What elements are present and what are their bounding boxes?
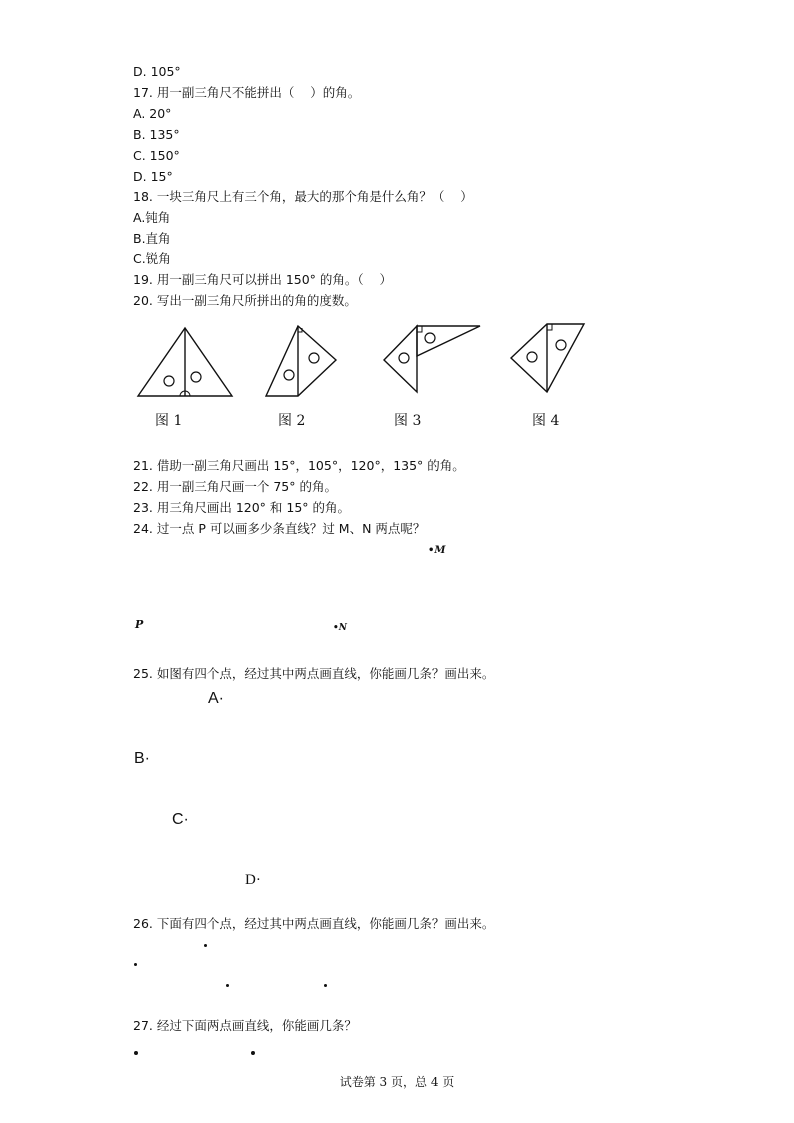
triangle-figure-3 xyxy=(380,320,485,400)
q22-stem: 22. 用一副三角尺画一个 75° 的角。 xyxy=(133,479,337,494)
q26-point-2 xyxy=(134,963,137,966)
q16-option-d: D. 105° xyxy=(133,64,181,79)
q18-option-c: C.锐角 xyxy=(133,251,171,266)
q25-stem: 25. 如图有四个点，经过其中两点画直线，你能画几条？画出来。 xyxy=(133,666,495,681)
point-d: D· xyxy=(245,872,261,888)
point-p: P xyxy=(135,618,144,631)
q18-option-a: A.钝角 xyxy=(133,210,171,225)
q17-option-a: A. 20° xyxy=(133,106,172,121)
q27-stem: 27. 经过下面两点画直线，你能画几条？ xyxy=(133,1018,357,1033)
q23-stem: 23. 用三角尺画出 120° 和 15° 的角。 xyxy=(133,500,351,515)
triangle-figure-2 xyxy=(260,320,340,400)
triangle-figure-4 xyxy=(505,318,590,398)
q18-stem: 18. 一块三角尺上有三个角，最大的那个角是什么角？（ ） xyxy=(133,189,473,204)
q26-stem: 26. 下面有四个点，经过其中两点画直线，你能画几条？画出来。 xyxy=(133,916,495,931)
figure-1-caption: 图 1 xyxy=(155,413,183,429)
q21-stem: 21. 借助一副三角尺画出 15°，105°，120°，135° 的角。 xyxy=(133,458,465,473)
figure-3-caption: 图 3 xyxy=(394,413,422,429)
q26-point-1 xyxy=(204,944,207,947)
point-n: •N xyxy=(333,623,347,633)
figure-4-caption: 图 4 xyxy=(532,413,560,429)
q17-stem: 17. 用一副三角尺不能拼出（ ）的角。 xyxy=(133,85,361,100)
q17-option-b: B. 135° xyxy=(133,127,180,142)
q24-stem: 24. 过一点 P 可以画多少条直线？过 M、N 两点呢？ xyxy=(133,521,426,536)
q19-stem: 19. 用一副三角尺可以拼出 150° 的角。（ ） xyxy=(133,272,393,287)
q27-point-2 xyxy=(251,1051,255,1055)
point-a: A· xyxy=(208,690,224,707)
point-b: B· xyxy=(134,750,150,767)
q17-option-c: C. 150° xyxy=(133,148,180,163)
q18-option-b: B.直角 xyxy=(133,231,171,246)
q26-point-4 xyxy=(324,984,327,987)
q27-point-1 xyxy=(134,1051,138,1055)
figure-2-caption: 图 2 xyxy=(278,413,306,429)
triangle-figure-1 xyxy=(135,320,235,400)
q20-stem: 20. 写出一副三角尺所拼出的角的度数。 xyxy=(133,293,357,308)
page-footer: 试卷第 3 页，总 4 页 xyxy=(339,1075,455,1089)
point-m: •M xyxy=(428,545,446,556)
q26-point-3 xyxy=(226,984,229,987)
q17-option-d: D. 15° xyxy=(133,169,173,184)
point-c: C· xyxy=(172,811,189,828)
